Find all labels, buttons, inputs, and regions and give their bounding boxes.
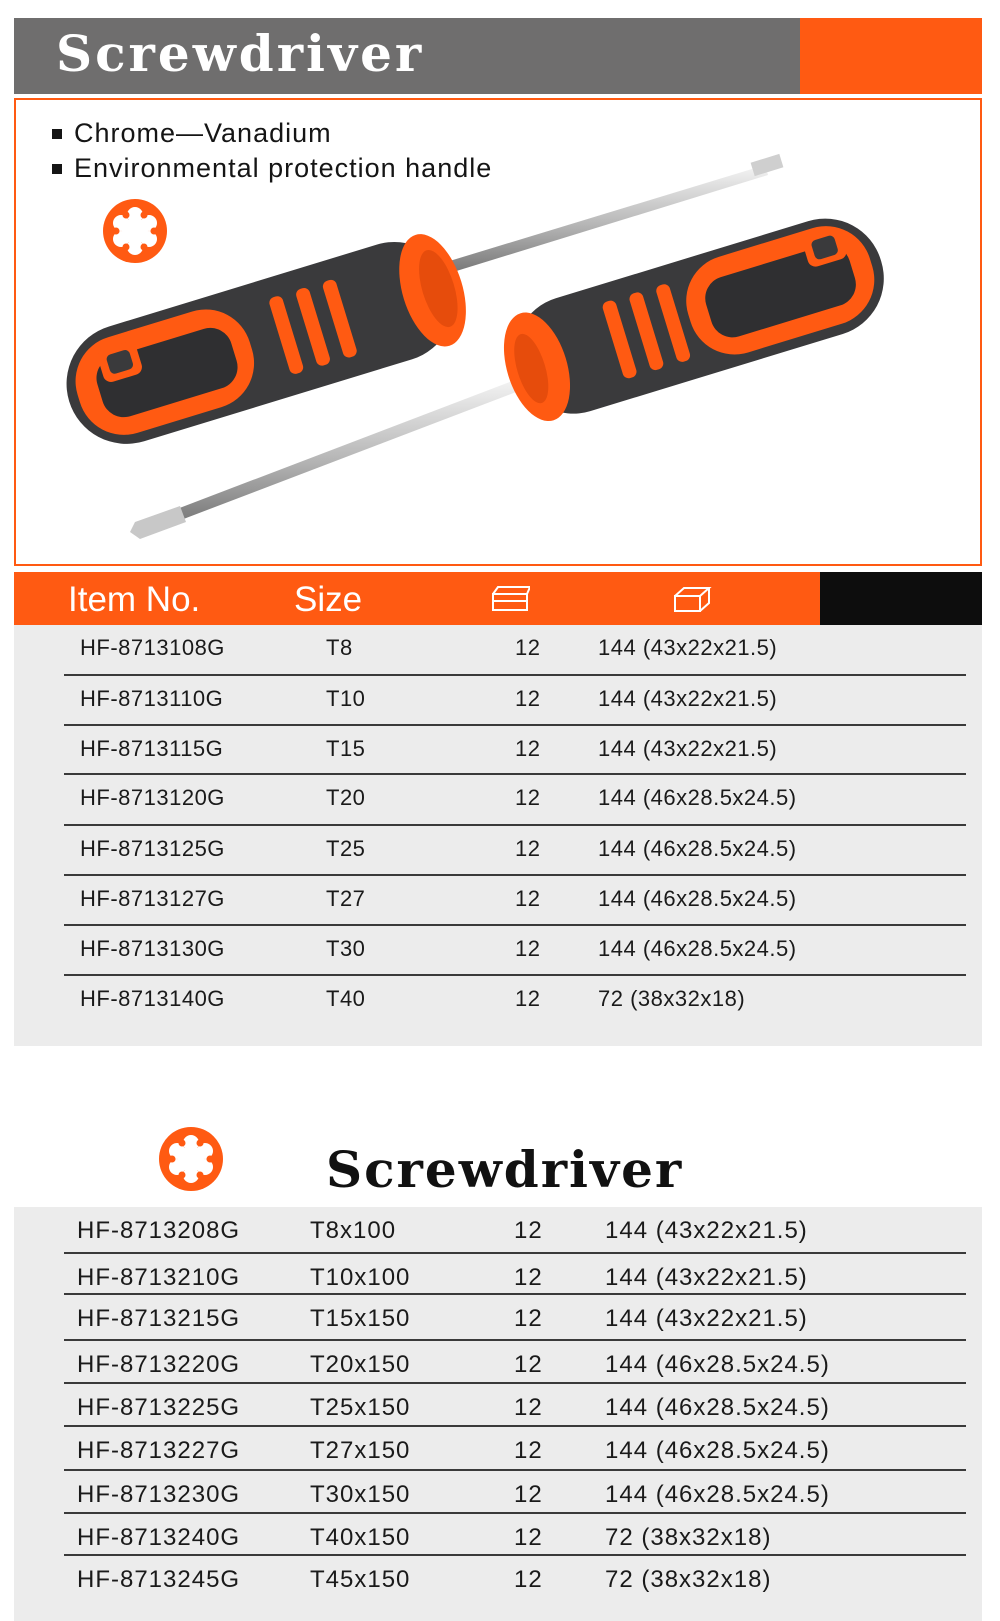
table-row [64, 1341, 966, 1384]
cell-size: T30x150 [310, 1481, 411, 1508]
cell-qty: 12 [515, 986, 541, 1011]
cell-qty: 12 [514, 1481, 543, 1508]
cell-item: HF-8713240G [77, 1524, 241, 1551]
cell-qty: 12 [514, 1566, 543, 1593]
table-row [64, 676, 966, 726]
table-row [64, 826, 966, 876]
bullet-icon [52, 129, 62, 139]
cell-size: T15x150 [310, 1305, 411, 1332]
cell-carton: 144 (43x22x21.5) [605, 1305, 808, 1332]
cell-qty: 12 [514, 1524, 543, 1551]
cell-qty: 12 [514, 1437, 543, 1464]
cell-item: HF-8713230G [77, 1481, 241, 1508]
cell-item: HF-8713110G [80, 686, 224, 711]
cell-qty: 12 [515, 886, 541, 911]
table-row [64, 1254, 966, 1295]
table-row [64, 1556, 966, 1600]
cell-item: HF-8713215G [77, 1305, 241, 1332]
table2-panel [14, 1207, 982, 1621]
cell-size: T20x150 [310, 1351, 411, 1378]
cell-qty: 12 [515, 686, 541, 711]
table-row [64, 775, 966, 826]
cell-size: T27x150 [310, 1437, 411, 1464]
cell-carton: 144 (46x28.5x24.5) [598, 836, 797, 861]
feature-item: Environmental protection handle [52, 151, 492, 186]
section-title: Screwdriver [326, 1140, 684, 1199]
table-header-black-block [820, 572, 982, 625]
cell-item: HF-8713120G [80, 785, 225, 810]
cell-item: HF-8713108G [80, 635, 225, 660]
cell-carton: 144 (43x22x21.5) [598, 686, 778, 711]
inner-box-icon [490, 584, 530, 614]
feature-item: Chrome—Vanadium [52, 116, 492, 151]
table-row [64, 1427, 966, 1471]
carton-icon [672, 584, 712, 614]
table-row [64, 1471, 966, 1514]
cell-carton: 144 (43x22x21.5) [598, 736, 778, 761]
cell-item: HF-8713140G [80, 986, 225, 1011]
cell-carton: 144 (46x28.5x24.5) [598, 936, 797, 961]
cell-carton: 144 (46x28.5x24.5) [598, 785, 797, 810]
cell-item: HF-8713220G [77, 1351, 241, 1378]
torx-icon [158, 1126, 224, 1192]
cell-carton: 144 (43x22x21.5) [605, 1217, 808, 1244]
cell-item: HF-8713127G [80, 886, 225, 911]
title-accent-block [800, 18, 982, 94]
table1-panel [14, 625, 982, 1046]
cell-qty: 12 [515, 836, 541, 861]
cell-item: HF-8713130G [80, 936, 225, 961]
cell-carton: 144 (43x22x21.5) [598, 635, 778, 660]
cell-carton: 144 (46x28.5x24.5) [598, 886, 797, 911]
cell-size: T25x150 [310, 1394, 411, 1421]
page-title: Screwdriver [56, 24, 425, 83]
table-row [64, 1207, 966, 1254]
cell-size: T40x150 [310, 1524, 411, 1551]
cell-item: HF-8713208G [77, 1217, 241, 1244]
cell-qty: 12 [514, 1217, 543, 1244]
cell-size: T15 [326, 736, 366, 761]
screwdriver-product-image [40, 150, 920, 570]
cell-size: T30 [326, 936, 366, 961]
cell-size: T10 [326, 686, 366, 711]
cell-qty: 12 [514, 1394, 543, 1421]
cell-qty: 12 [515, 635, 541, 660]
cell-qty: 12 [515, 936, 541, 961]
cell-qty: 12 [515, 736, 541, 761]
cell-carton: 144 (46x28.5x24.5) [605, 1481, 830, 1508]
table-row [64, 726, 966, 775]
cell-size: T45x150 [310, 1566, 411, 1593]
cell-carton: 144 (46x28.5x24.5) [605, 1351, 830, 1378]
cell-size: T25 [326, 836, 366, 861]
cell-size: T10x100 [310, 1264, 411, 1291]
table-row [64, 876, 966, 926]
table-row [64, 1384, 966, 1427]
cell-carton: 72 (38x32x18) [605, 1566, 772, 1593]
cell-carton: 144 (43x22x21.5) [605, 1264, 808, 1291]
cell-size: T8x100 [310, 1217, 397, 1244]
cell-qty: 12 [514, 1351, 543, 1378]
table-row [64, 926, 966, 976]
cell-carton: 72 (38x32x18) [605, 1524, 772, 1551]
column-header-size: Size [294, 580, 363, 619]
cell-carton: 72 (38x32x18) [598, 986, 746, 1011]
cell-carton: 144 (46x28.5x24.5) [605, 1437, 830, 1464]
cell-qty: 12 [515, 785, 541, 810]
cell-qty: 12 [514, 1305, 543, 1332]
cell-item: HF-8713115G [80, 736, 224, 761]
cell-item: HF-8713245G [77, 1566, 241, 1593]
cell-item: HF-8713125G [80, 836, 225, 861]
cell-item: HF-8713225G [77, 1394, 241, 1421]
cell-size: T8 [326, 635, 353, 660]
cell-size: T27 [326, 886, 366, 911]
cell-item: HF-8713210G [77, 1264, 241, 1291]
column-header-item-no: Item No. [68, 580, 201, 619]
cell-qty: 12 [514, 1264, 543, 1291]
cell-carton: 144 (46x28.5x24.5) [605, 1394, 830, 1421]
table-row [64, 1295, 966, 1341]
table-row [64, 976, 966, 1031]
cell-size: T40 [326, 986, 366, 1011]
table-row [64, 625, 966, 676]
cell-size: T20 [326, 785, 366, 810]
cell-item: HF-8713227G [77, 1437, 241, 1464]
table-row [64, 1514, 966, 1556]
